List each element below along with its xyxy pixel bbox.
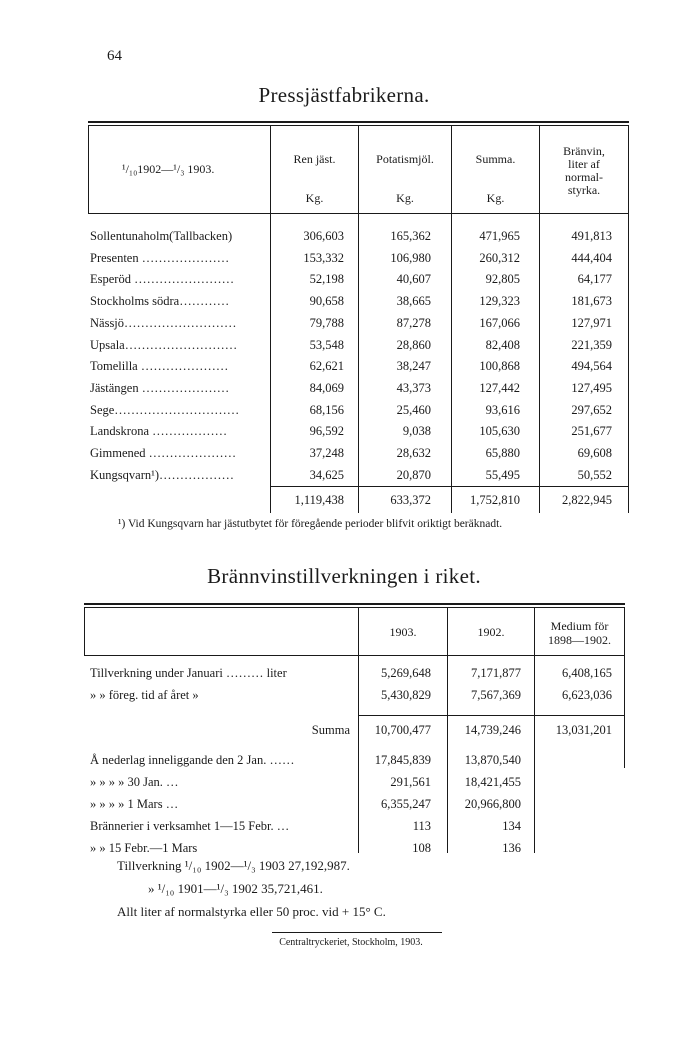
col-header-potatismjol: Potatismjöl. [376, 152, 434, 166]
branvin-value: 221,359 [571, 338, 612, 352]
row-label: » » » » 1 Mars … [90, 797, 179, 811]
printer-rule [272, 932, 442, 933]
factory-name: Nässjö……………………… [90, 316, 237, 330]
value-1902: 18,421,455 [464, 775, 521, 789]
branvin-value: 64,177 [577, 272, 612, 286]
value-medium: 6,623,036 [562, 688, 612, 702]
potatismjol-value: 20,870 [396, 468, 431, 482]
potatismjol-value: 40,607 [396, 272, 431, 286]
row-label: Summa [311, 723, 350, 737]
summa-value: 127,442 [479, 381, 520, 395]
branvin-value: 491,813 [571, 229, 612, 243]
section2-title: Brännvinstillverkningen i riket. [207, 564, 481, 588]
value-1902: 134 [502, 819, 521, 833]
value-1903: 108 [412, 841, 431, 855]
page-number: 64 [107, 48, 122, 64]
summa-value: 471,965 [479, 229, 520, 243]
col-unit-summa: Kg. [486, 191, 505, 205]
table1-vline-right [628, 126, 629, 513]
row-label: » » » » 30 Jan. … [90, 775, 179, 789]
table1-top-rule [88, 121, 629, 123]
potatismjol-value: 43,373 [396, 381, 431, 395]
factory-name: Kungsqvarn¹)……………… [90, 468, 235, 482]
summa-value: 129,323 [479, 294, 520, 308]
section1-title: Pressjästfabrikerna. [258, 83, 430, 107]
potatismjol-value: 9,038 [402, 424, 431, 438]
branvin-value: 444,404 [571, 251, 612, 265]
table1-totals-rule [270, 486, 629, 487]
medium-header-line: 1898—1902. [548, 633, 611, 647]
factory-name: Jästängen ………………… [90, 381, 230, 395]
potatismjol-value: 28,860 [396, 338, 431, 352]
value-1903: 6,355,247 [381, 797, 431, 811]
factory-name: Landskrona ……………… [90, 424, 228, 438]
factory-name: Gimmened ………………… [90, 446, 237, 460]
factory-name: Upsala……………………… [90, 338, 238, 352]
summa-value: 92,805 [485, 272, 520, 286]
row-label: » » föreg. tid af året » [90, 688, 199, 702]
col-header-1903: 1903. [389, 625, 417, 639]
factory-name: Esperöd …………………… [90, 272, 235, 286]
col-header-branvin [540, 145, 628, 197]
branvin-value: 181,673 [571, 294, 612, 308]
value-1903: 5,269,648 [381, 666, 431, 680]
col-header-summa: Summa. [475, 152, 516, 166]
potatismjol-value: 38,665 [396, 294, 431, 308]
ren-jast-value: 34,625 [309, 468, 344, 482]
value-1903: 113 [412, 819, 431, 833]
note-line: Allt liter af normalstyrka eller 50 proc. vid + 15° C. [117, 904, 386, 919]
total-summa: 1,752,810 [470, 493, 520, 507]
summa-value: 100,868 [479, 359, 520, 373]
branvin-header-line: Bränvin, [563, 144, 605, 158]
branvin-value: 127,971 [571, 316, 612, 330]
value-1903: 17,845,839 [374, 753, 431, 767]
potatismjol-value: 165,362 [390, 229, 431, 243]
value-1902: 20,966,800 [464, 797, 521, 811]
potatismjol-value: 38,247 [396, 359, 431, 373]
total-ren-jast: 1,119,438 [294, 493, 344, 507]
branvin-value: 297,652 [571, 403, 612, 417]
col-header-ren-jast: Ren jäst. [293, 152, 336, 166]
value-1902: 136 [502, 841, 521, 855]
value-medium: 6,408,165 [562, 666, 612, 680]
total-branvin: 2,822,945 [562, 493, 612, 507]
col-header-medium [535, 619, 624, 647]
value-1902: 7,567,369 [471, 688, 521, 702]
summa-value: 55,495 [485, 468, 520, 482]
ren-jast-value: 37,248 [309, 446, 344, 460]
row-label: » » 15 Febr.—1 Mars [90, 841, 198, 855]
factory-name: Stockholms södra………… [90, 294, 230, 308]
note-line: » ¹/₁₀ 1901—¹/₃ 1902 35,721,461. [148, 881, 323, 896]
row-label: Tillverkning under Januari ……… liter [90, 666, 287, 680]
potatismjol-value: 28,632 [396, 446, 431, 460]
branvin-value: 69,608 [577, 446, 612, 460]
branvin-value: 251,677 [571, 424, 612, 438]
table2-header-rule [84, 655, 625, 656]
value-1902: 14,739,246 [464, 723, 521, 737]
ren-jast-value: 79,788 [309, 316, 344, 330]
summa-value: 82,408 [485, 338, 520, 352]
value-1902: 7,171,877 [471, 666, 521, 680]
ren-jast-value: 62,621 [309, 359, 344, 373]
branvin-header-line: liter af [568, 157, 600, 171]
branvin-header-line: normal- [565, 170, 603, 184]
ren-jast-value: 53,548 [309, 338, 344, 352]
potatismjol-value: 106,980 [390, 251, 431, 265]
ren-jast-value: 306,603 [303, 229, 344, 243]
factory-name: Tomelilla ………………… [90, 359, 229, 373]
table1-vline-left [88, 126, 89, 214]
branvin-header-line: styrka. [567, 183, 601, 197]
summa-value: 260,312 [479, 251, 520, 265]
col-unit-ren-jast: Kg. [305, 191, 324, 205]
total-potatismjol: 633,372 [390, 493, 431, 507]
value-1903: 10,700,477 [374, 723, 431, 737]
potatismjol-value: 25,460 [396, 403, 431, 417]
factory-name: Sollentunaholm(Tallbacken) [90, 229, 233, 243]
table2-sum-rule [358, 715, 625, 716]
value-1902: 13,870,540 [464, 753, 521, 767]
summa-value: 167,066 [479, 316, 520, 330]
note-line: Tillverkning ¹/₁₀ 1902—¹/₃ 1903 27,192,987. [117, 858, 350, 873]
ren-jast-value: 153,332 [303, 251, 344, 265]
summa-value: 93,616 [485, 403, 520, 417]
branvin-value: 50,552 [577, 468, 612, 482]
potatismjol-value: 87,278 [396, 316, 431, 330]
col-header-1902: 1902. [477, 625, 505, 639]
table2-vline-right [624, 608, 625, 768]
factory-name: Presenten ………………… [90, 251, 230, 265]
table2-top-rule [84, 603, 625, 605]
printer-line: Centraltryckeriet, Stockholm, 1903. [279, 937, 423, 948]
row-label: Å nederlag inneliggande den 2 Jan. …… [90, 753, 295, 767]
ren-jast-value: 96,592 [309, 424, 344, 438]
footnote: ¹) Vid Kungsqvarn har jästutbytet för föregående perioder blifvit oriktigt beräknadt. [118, 518, 503, 530]
value-medium: 13,031,201 [555, 723, 612, 737]
branvin-value: 494,564 [571, 359, 612, 373]
medium-header-line: Medium för [550, 619, 609, 633]
table2-vline-left [84, 608, 85, 656]
value-1903: 291,561 [390, 775, 431, 789]
period-label: ¹/₁₀1902—¹/₃ 1903. [122, 162, 215, 176]
branvin-value: 127,495 [571, 381, 612, 395]
ren-jast-value: 52,198 [309, 272, 344, 286]
ren-jast-value: 84,069 [309, 381, 344, 395]
row-label: Brännerier i verksamhet 1—15 Febr. … [90, 819, 290, 833]
summa-value: 105,630 [479, 424, 520, 438]
ren-jast-value: 68,156 [309, 403, 344, 417]
factory-name: Sege………………………… [90, 403, 240, 417]
col-unit-potatismjol: Kg. [396, 191, 414, 205]
ren-jast-value: 90,658 [309, 294, 344, 308]
value-1903: 5,430,829 [381, 688, 431, 702]
table2-top-rule-thin [84, 607, 625, 608]
summa-value: 65,880 [485, 446, 520, 460]
